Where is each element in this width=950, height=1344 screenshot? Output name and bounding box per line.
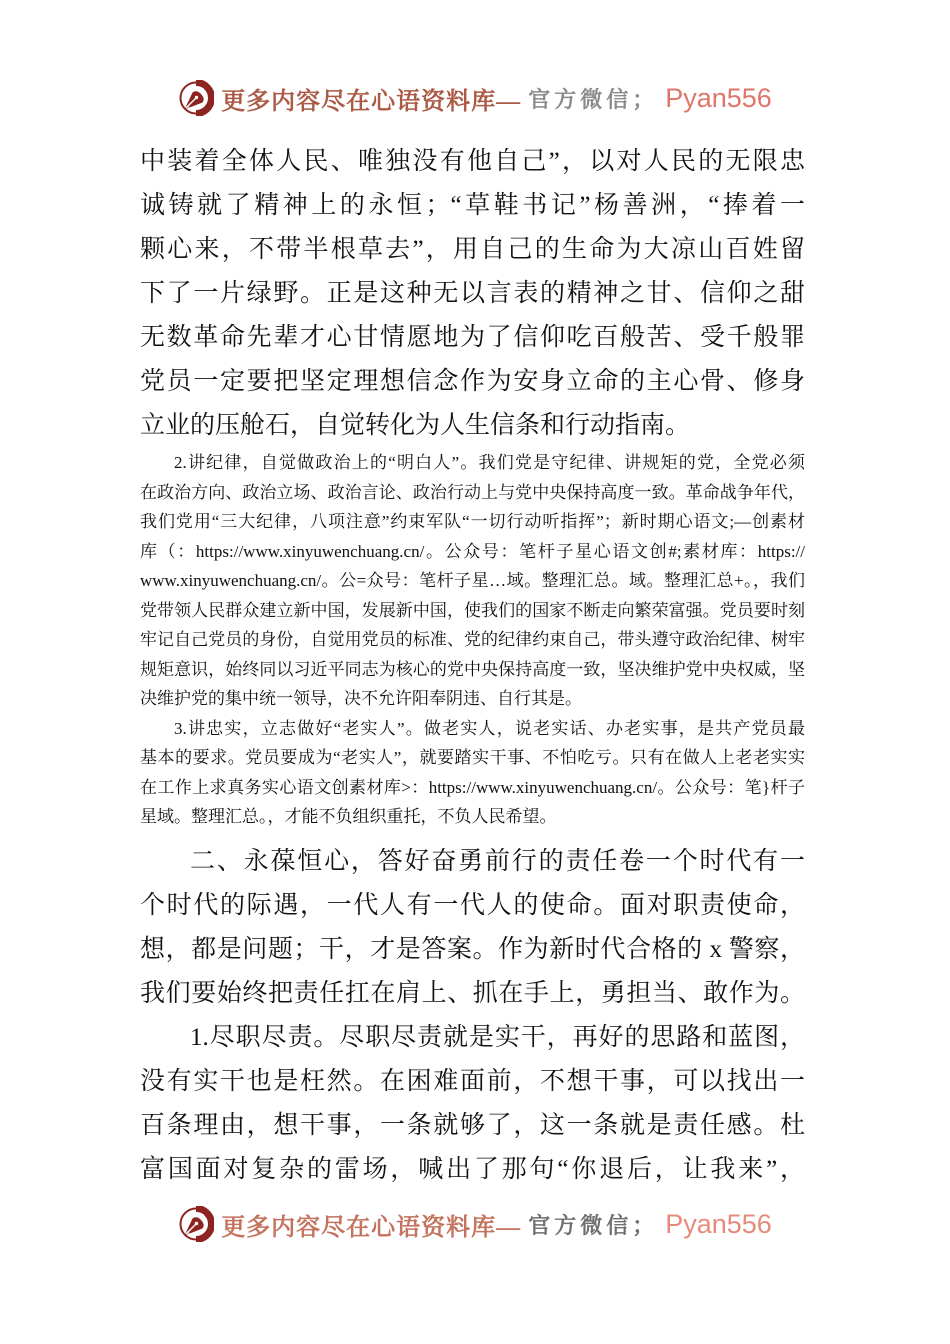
text-line: 党带领人民群众建立新中国，发展新中国，使我们的国家不断走向繁荣富强。党员要时刻 — [140, 600, 805, 620]
text-line: 诚铸就了精神上的永恒；“草鞋书记”杨善洲，“捧着一 — [140, 192, 805, 219]
text-line: 在工作上求真务实心语文创素材库>：https://www.xinyuwenchuang.cn/。公众号：笔}杆子 — [140, 777, 805, 797]
text-line: 党员一定要把坚定理想信念作为安身立命的主心骨、修身 — [140, 368, 805, 395]
header-wechat-label: 官方微信； — [528, 86, 659, 112]
text-line: 星域。整理汇总。，才能不负组织重托，不负人民希望。 — [140, 807, 557, 826]
text-line: 下了一片绿野。正是这种无以言表的精神之甘、信仰之甜 — [140, 280, 805, 307]
text-line: 牢记自己党员的身份，自觉用党员的标准、党的纪律约束自己，带头遵守政治纪律、树牢 — [140, 630, 805, 649]
text-line: 二、永葆恒心，答好奋勇前行的责任卷一个时代有一 — [190, 847, 805, 875]
text-line: 百条理由，想干事，一条就够了，这一条就是责任感。杜 — [140, 1111, 805, 1139]
text-line: 在政治方向、政治立场、政治言论、政治行动上与党中央保持高度一致。革命战争年代， — [140, 482, 805, 502]
text-line: 规矩意识，始终同以习近平同志为核心的党中央保持高度一致，坚决维护党中央权威，坚 — [140, 659, 805, 679]
text-line: 没有实干也是枉然。在困难面前，不想干事，可以找出一 — [140, 1067, 805, 1095]
paragraph — [140, 714, 805, 832]
footer-wechat-id: Pyan556 — [665, 1208, 772, 1239]
paragraph — [140, 140, 805, 448]
text-line: 决维护党的集中统一领导，决不允许阳奉阴违、自行其是。 — [140, 689, 582, 708]
text-line: 无数革命先辈才心甘情愿地为了信仰吃百般苦、受千般罪 — [140, 324, 805, 351]
text-line: 基本的要求。党员要成为“老实人”，就要踏实干事、不怕吃亏。只有在做人上老老实实 — [140, 748, 805, 767]
paragraph — [140, 840, 805, 1016]
header-brand-text: 更多内容尽在心语资料库— — [221, 88, 522, 115]
text-line: 个时代的际遇，一代人有一代人的使命。面对职责使命， — [140, 891, 805, 919]
footer-brand-text: 更多内容尽在心语资料库— — [221, 1214, 522, 1241]
text-line: 我们党用“三大纪律，八项注意”约束军队“一切行动听指挥”；新时期心语文;—创素材 — [140, 512, 805, 531]
header-wechat-id: Pyan556 — [665, 82, 772, 113]
text-line: 富国面对复杂的雷场，喊出了那句“你退后，让我来”， — [140, 1155, 805, 1183]
text-line: 3.讲忠实，立志做好“老实人”。做老实人，说老实话、办老实事，是共产党员最 — [174, 718, 805, 738]
text-line: www.xinyuwenchuang.cn/。公=众号：笔杆子星…域。整理汇总。域。整理汇总+。，我们 — [140, 571, 805, 590]
text-line: 我们要始终把责任扛在肩上、抓在手上，勇担当、敢作为。 — [140, 979, 805, 1007]
header-watermark — [0, 80, 950, 116]
text-line: 想，都是问题；干，才是答案。作为新时代合格的 x 警察， — [140, 935, 805, 963]
paragraph — [140, 1016, 805, 1192]
text-line: 1.尽职尽责。尽职尽责就是实干，再好的思路和蓝图， — [190, 1023, 805, 1051]
pen-nib-logo-icon — [178, 80, 214, 116]
footer-wechat-label: 官方微信； — [528, 1212, 659, 1238]
text-line: 立业的压舱石，自觉转化为人生信条和行动指南。 — [140, 412, 691, 439]
document-body — [140, 140, 805, 1192]
pen-nib-logo-icon — [178, 1206, 214, 1242]
paragraph — [140, 448, 805, 714]
footer-watermark — [0, 1206, 950, 1242]
text-line: 库（：https://www.xinyuwenchuang.cn/。公众号：笔杆子星心语文创#;素材库：https:// — [140, 541, 805, 561]
text-line: 颗心来，不带半根草去”，用自己的生命为大凉山百姓留 — [140, 236, 805, 263]
text-line: 中装着全体人民、唯独没有他自己”，以对人民的无限忠 — [140, 148, 805, 175]
text-line: 2.讲纪律，自觉做政治上的“明白人”。我们党是守纪律、讲规矩的党，全党必须 — [174, 453, 805, 472]
